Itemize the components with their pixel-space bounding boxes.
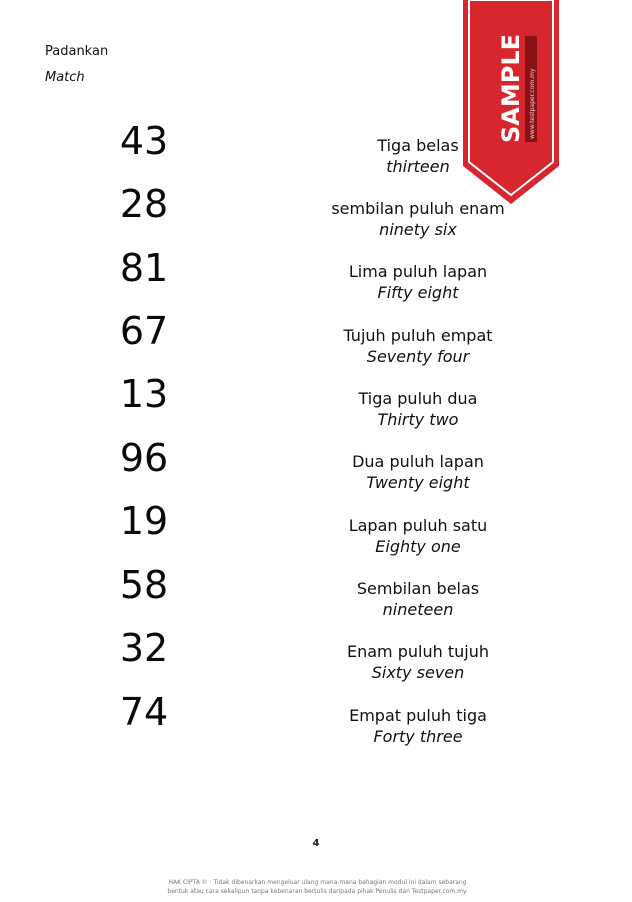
- word-english: Seventy four: [366, 347, 470, 366]
- word-malay: Tiga puluh dua: [358, 389, 478, 408]
- word-item: [318, 705, 518, 747]
- word-item: [318, 578, 518, 620]
- word-malay: Tujuh puluh empat: [343, 326, 493, 345]
- word-malay: Empat puluh tiga: [349, 706, 487, 725]
- number-item: 28: [119, 182, 169, 226]
- word-malay: Sembilan belas: [356, 579, 480, 598]
- word-english: Thirty two: [377, 410, 459, 429]
- word-english: Sixty seven: [371, 663, 465, 682]
- word-english: ninety six: [379, 220, 457, 239]
- word-item: [318, 451, 518, 493]
- word-item: [318, 261, 518, 303]
- number-item: 81: [119, 246, 169, 290]
- word-malay: Tiga belas: [377, 136, 459, 155]
- copyright-notice: [150, 878, 485, 896]
- word-english: nineteen: [382, 600, 454, 619]
- number-item: 43: [119, 119, 169, 163]
- word-english: thirteen: [386, 157, 450, 176]
- number-item: 13: [119, 372, 169, 416]
- word-english: Fifty eight: [377, 283, 459, 302]
- word-item: [318, 641, 518, 683]
- number-item: 32: [119, 626, 169, 670]
- sample-watermark-ribbon: [463, 0, 559, 204]
- word-malay: sembilan puluh enam: [331, 199, 505, 218]
- number-item: 67: [119, 309, 169, 353]
- word-malay: Lapan puluh satu: [348, 516, 488, 535]
- number-item: 74: [119, 690, 169, 734]
- watermark-url: www.testpaper.com.my: [529, 68, 536, 139]
- word-item: [318, 388, 518, 430]
- page-number: 4: [312, 838, 320, 849]
- word-malay: Lima puluh lapan: [348, 262, 488, 281]
- word-item: [318, 515, 518, 557]
- word-item: [318, 198, 518, 240]
- word-item: [318, 325, 518, 367]
- word-english: Twenty eight: [366, 473, 470, 492]
- number-item: 58: [119, 563, 169, 607]
- copyright-line: HAK CIPTA © : Tidak dibenarkan mengeluar ulang mana-mana bahagian modul ini dalam sebarang: [168, 879, 467, 886]
- number-item: 96: [119, 436, 169, 480]
- watermark-label: SAMPLE: [497, 33, 525, 143]
- copyright-line: bentuk atau cara sekalipun tanpa kebenaran bertulis daripada pihak Penulis dan Testpaper.com.my.: [167, 888, 468, 895]
- word-malay: Enam puluh tujuh: [347, 642, 489, 661]
- word-english: Eighty one: [375, 537, 461, 556]
- instruction-malay: Padankan: [45, 44, 109, 59]
- number-item: 19: [119, 499, 169, 543]
- word-malay: Dua puluh lapan: [352, 452, 484, 471]
- word-english: Forty three: [373, 727, 463, 746]
- instruction-english: Match: [45, 70, 85, 85]
